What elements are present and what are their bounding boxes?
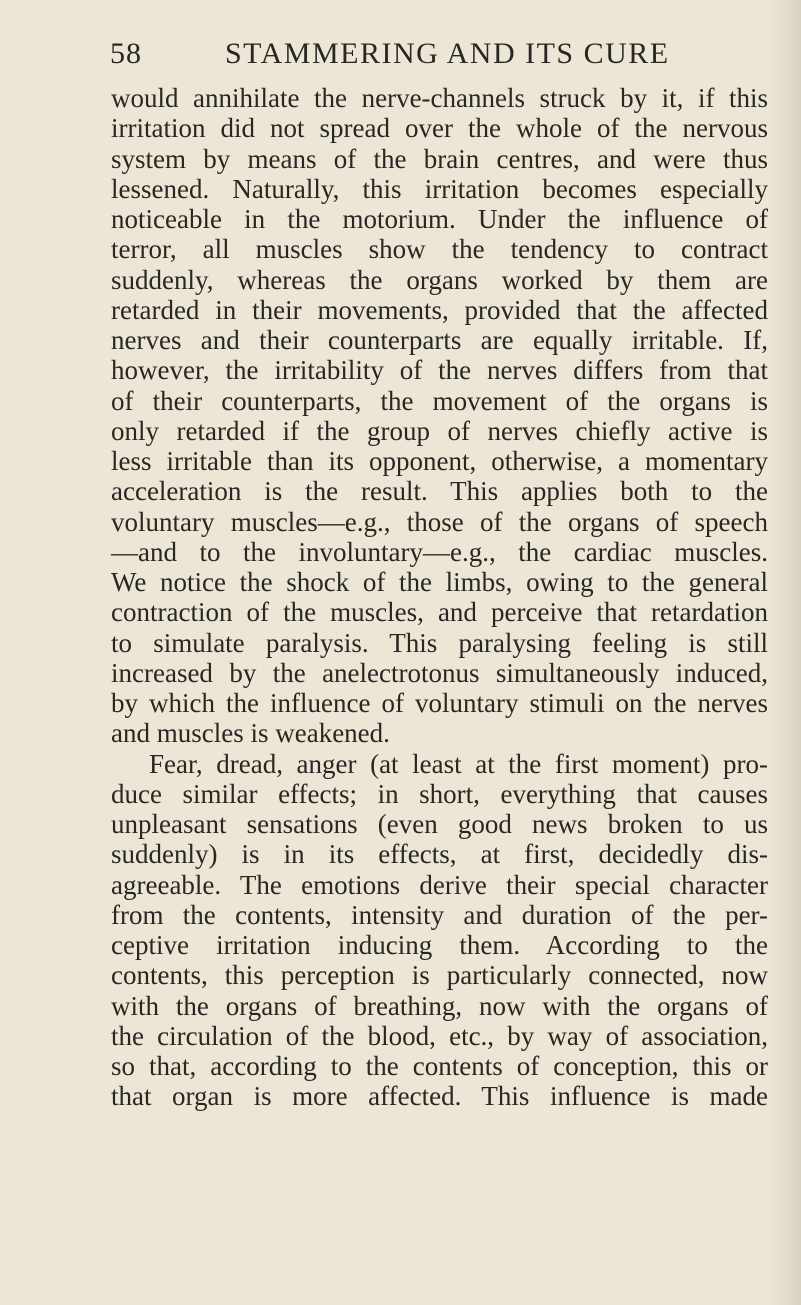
text-line: however, the irritability of the nerves differs from that bbox=[111, 355, 768, 386]
text-line: by which the influence of voluntary stimuli on the nerves bbox=[111, 688, 768, 718]
body-text bbox=[111, 83, 768, 1112]
text-line: system by means of the brain centres, and were thus bbox=[111, 143, 768, 174]
text-line: only retarded if the group of nerves chiefly active is bbox=[111, 415, 768, 446]
text-line: less irritable than its opponent, otherwise, a momentary bbox=[111, 446, 768, 476]
text-line: terror, all muscles show the tendency to contract bbox=[111, 234, 768, 265]
text-line: increased by the anelectrotonus simultaneously induced, bbox=[111, 657, 768, 688]
text-line: contraction of the muscles, and perceive that retardation bbox=[111, 597, 768, 628]
text-line: agreeable. The emotions derive their special character bbox=[111, 869, 768, 900]
text-line: —and to the involuntary—e.g., the cardiac muscles. bbox=[111, 536, 768, 567]
text-line: We notice the shock of the limbs, owing to the general bbox=[111, 567, 768, 597]
text-line: acceleration is the result. This applies both to the bbox=[111, 476, 768, 507]
running-head bbox=[110, 34, 770, 74]
text-line: the circulation of the blood, etc., by way of association, bbox=[111, 1020, 768, 1051]
text-line: that organ is more affected. This influence is made bbox=[111, 1081, 768, 1112]
text-line: of their counterparts, the movement of the organs is bbox=[111, 385, 768, 416]
text-line: with the organs of breathing, now with the organs of bbox=[111, 990, 768, 1021]
text-line: would annihilate the nerve-channels struck by it, if this bbox=[111, 83, 768, 113]
text-line: suddenly) is in its effects, at first, decidedly dis- bbox=[111, 839, 768, 870]
text-line: retarded in their movements, provided that the affected bbox=[111, 294, 768, 325]
text-line: to simulate paralysis. This paralysing feeling is still bbox=[111, 627, 768, 658]
text-line: voluntary muscles—e.g., those of the organs of speech bbox=[111, 506, 768, 537]
running-title: STAMMERING AND ITS CURE bbox=[225, 37, 670, 70]
text-line: from the contents, intensity and duration of the per- bbox=[111, 899, 768, 930]
text-line: noticeable in the motorium. Under the influence of bbox=[111, 204, 768, 234]
paragraph-end-line: and muscles is weakened. bbox=[111, 718, 390, 749]
text-line: unpleasant sensations (even good news broken to us bbox=[111, 809, 768, 839]
text-line: duce similar effects; in short, everything that causes bbox=[111, 778, 768, 809]
text-line: ceptive irritation inducing them. According to the bbox=[111, 930, 768, 960]
text-line: irritation did not spread over the whole of the nervous bbox=[111, 113, 768, 144]
text-line: nerves and their counterparts are equally irritable. If, bbox=[111, 325, 768, 355]
paragraph-start-line: Fear, dread, anger (at least at the first moment) pro- bbox=[149, 748, 768, 779]
text-line: so that, according to the contents of conception, this or bbox=[111, 1051, 768, 1081]
page-number: 58 bbox=[110, 37, 142, 70]
text-line: lessened. Naturally, this irritation becomes especially bbox=[111, 173, 768, 204]
text-line: contents, this perception is particularly connected, now bbox=[111, 960, 768, 991]
text-line: suddenly, whereas the organs worked by them are bbox=[111, 264, 768, 295]
